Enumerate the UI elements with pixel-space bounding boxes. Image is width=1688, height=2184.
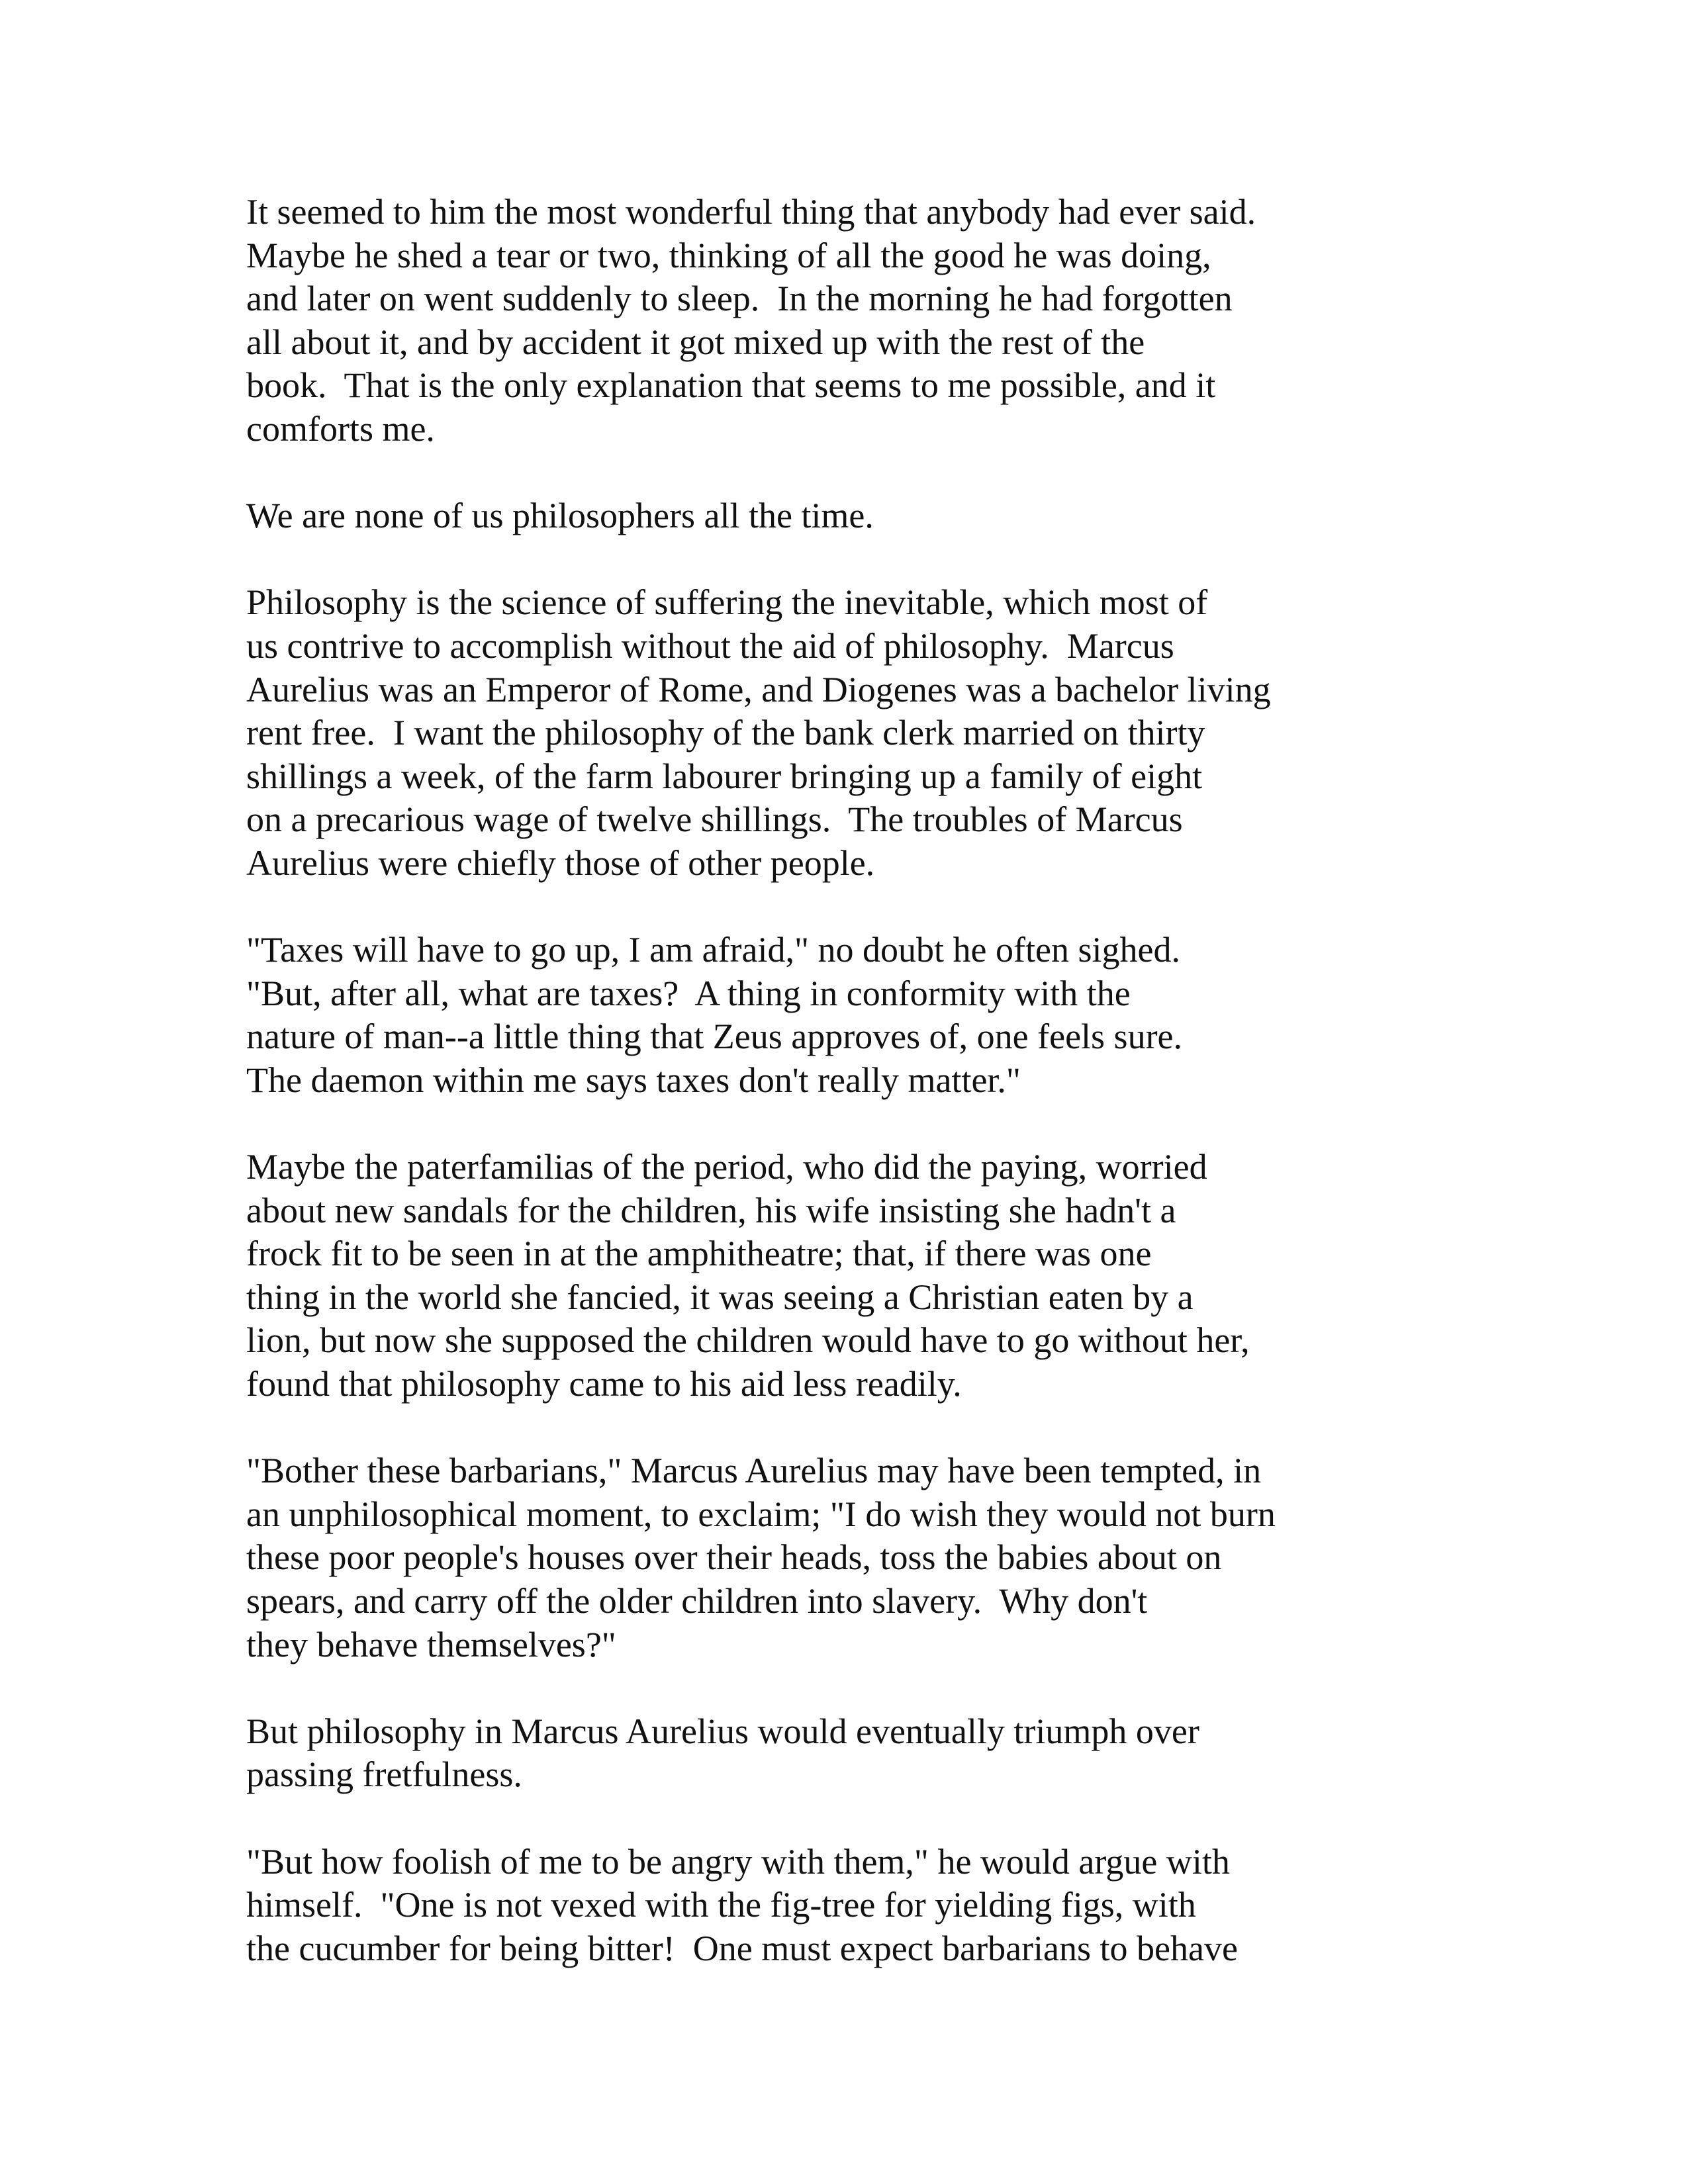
paragraph: [246, 1710, 1385, 1797]
text-line: book. That is the only explanation that seems to me possible, and it: [246, 365, 1216, 406]
paragraph: [246, 494, 1385, 538]
text-line: frock fit to be seen in at the amphitheatre; that, if there was one: [246, 1234, 1152, 1274]
text-line: The daemon within me says taxes don't really matter.": [246, 1060, 1021, 1100]
text-line: But philosophy in Marcus Aurelius would eventually triumph over: [246, 1711, 1199, 1751]
text-line: us contrive to accomplish without the aid of philosophy. Marcus: [246, 625, 1174, 666]
text-line: these poor people's houses over their heads, toss the babies about on: [246, 1537, 1222, 1578]
text-line: the cucumber for being bitter! One must expect barbarians to behave: [246, 1928, 1238, 1968]
text-line: Maybe he shed a tear or two, thinking of all the good he was doing,: [246, 235, 1211, 275]
paragraph: [246, 1841, 1385, 1971]
text-line: himself. "One is not vexed with the fig-tree for yielding figs, with: [246, 1885, 1196, 1925]
text-line: Maybe the paterfamilias of the period, who did the paying, worried: [246, 1147, 1207, 1187]
text-line: comforts me.: [246, 408, 435, 449]
text-line: passing fretfulness.: [246, 1754, 522, 1795]
text-line: Aurelius were chiefly those of other people.: [246, 842, 875, 883]
text-line: We are none of us philosophers all the time.: [246, 496, 874, 536]
text-line: lion, but now she supposed the children would have to go without her,: [246, 1320, 1250, 1361]
text-line: shillings a week, of the farm labourer bringing up a family of eight: [246, 756, 1203, 796]
text-line: about new sandals for the children, his wife insisting she hadn't a: [246, 1190, 1176, 1230]
text-line: "But how foolish of me to be angry with them," he would argue with: [246, 1841, 1230, 1882]
paragraph: [246, 1449, 1385, 1666]
paragraph: [246, 929, 1385, 1102]
text-line: they behave themselves?": [246, 1624, 616, 1664]
text-line: "But, after all, what are taxes? A thing in conformity with the: [246, 973, 1131, 1013]
text-line: "Taxes will have to go up, I am afraid," no doubt he often sighed.: [246, 930, 1180, 970]
text-line: It seemed to him the most wonderful thing that anybody had ever said.: [246, 192, 1256, 232]
paragraph: [246, 191, 1385, 451]
text-line: on a precarious wage of twelve shillings. The troubles of Marcus: [246, 799, 1183, 840]
text-line: spears, and carry off the older children into slavery. Why don't: [246, 1581, 1148, 1621]
text-line: "Bother these barbarians," Marcus Aurelius may have been tempted, in: [246, 1451, 1262, 1491]
text-line: rent free. I want the philosophy of the bank clerk married on thirty: [246, 713, 1205, 753]
text-line: an unphilosophical moment, to exclaim; "I do wish they would not burn: [246, 1494, 1276, 1534]
document-body: [246, 191, 1385, 2014]
text-line: all about it, and by accident it got mixed up with the rest of the: [246, 322, 1145, 362]
text-line: Philosophy is the science of suffering the inevitable, which most of: [246, 582, 1208, 623]
text-line: nature of man--a little thing that Zeus approves of, one feels sure.: [246, 1017, 1183, 1057]
text-line: Aurelius was an Emperor of Rome, and Diogenes was a bachelor living: [246, 669, 1271, 709]
paragraph: [246, 581, 1385, 885]
text-line: and later on went suddenly to sleep. In the morning he had forgotten: [246, 279, 1233, 319]
text-line: found that philosophy came to his aid less readily.: [246, 1364, 962, 1404]
text-line: thing in the world she fancied, it was seeing a Christian eaten by a: [246, 1277, 1194, 1317]
paragraph: [246, 1146, 1385, 1406]
